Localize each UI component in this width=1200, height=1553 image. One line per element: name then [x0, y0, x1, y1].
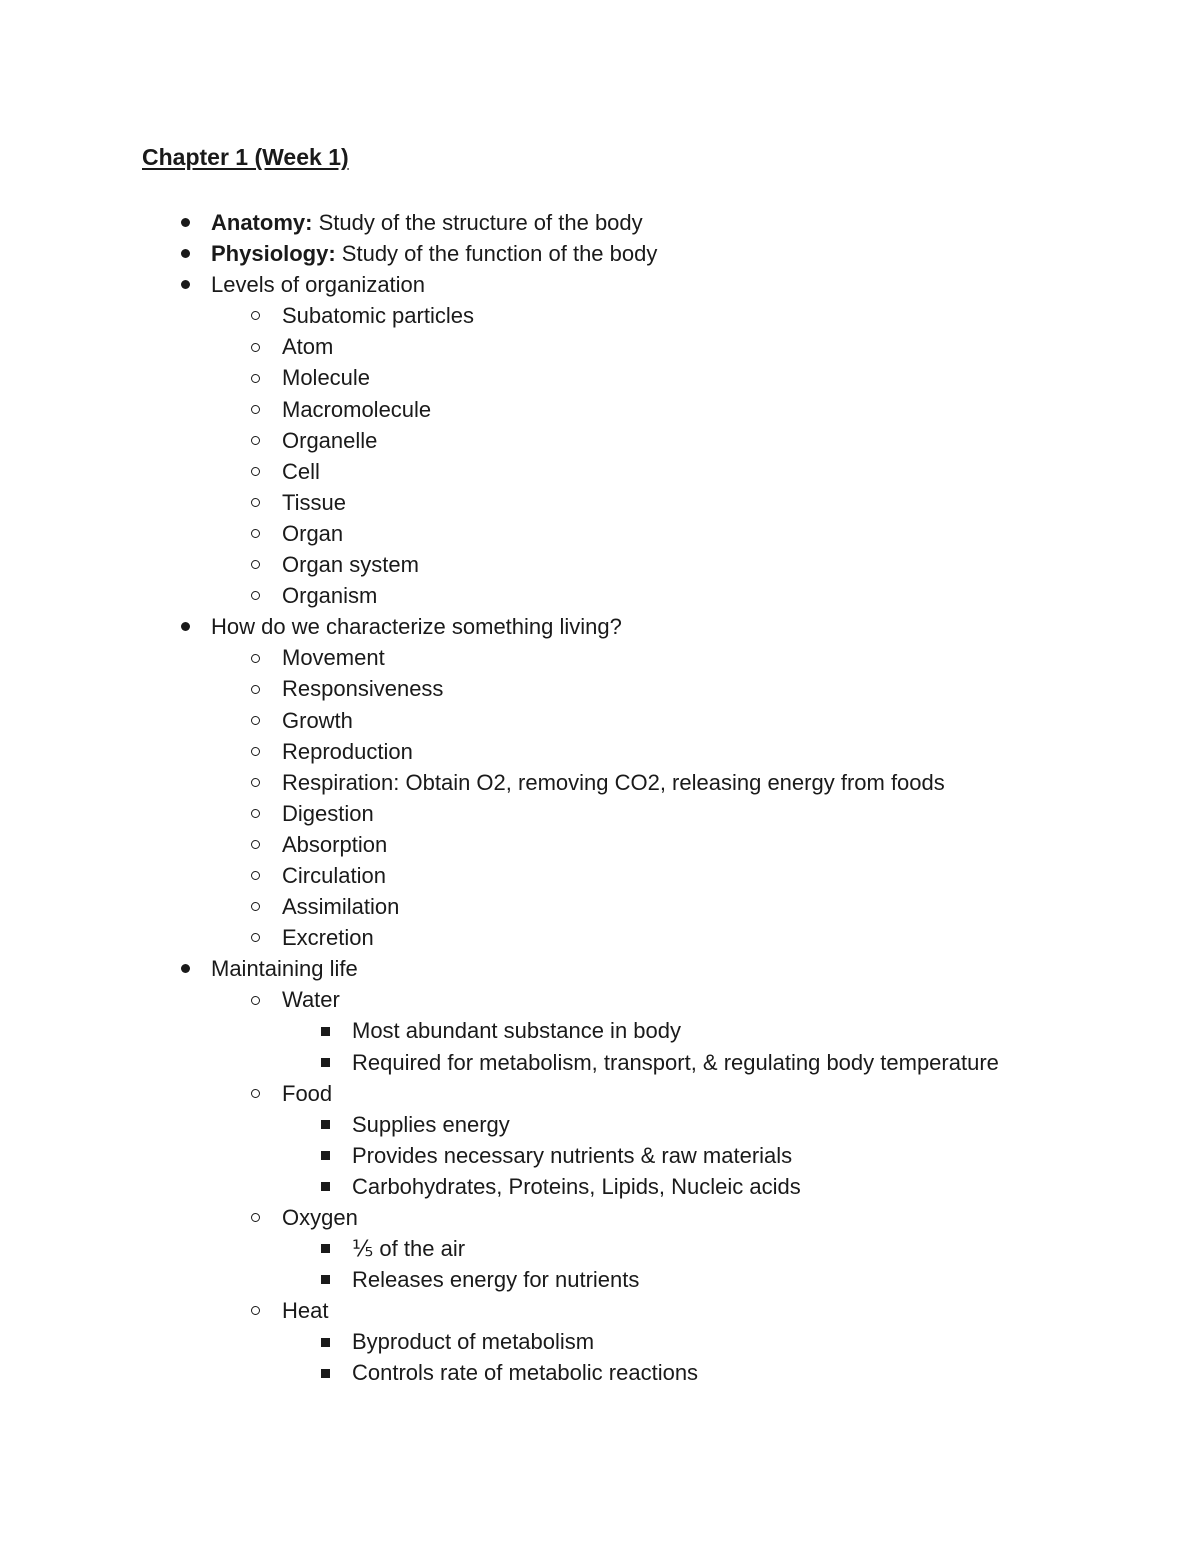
filled-circle-bullet-icon: [175, 953, 195, 984]
list-item-body: Excretion: [282, 925, 374, 951]
list-item-body: Maintaining life: [211, 956, 358, 982]
list-item-body: Study of the function of the body: [335, 241, 658, 267]
filled-square-bullet-icon: [315, 1233, 335, 1264]
list-item-text: [282, 673, 443, 704]
hollow-circle-bullet-icon: [245, 673, 265, 704]
list-item-text: [352, 1015, 681, 1046]
list-item-text: [211, 269, 425, 300]
list-item-text: [282, 425, 377, 456]
hollow-circle-bullet-icon: [245, 300, 265, 331]
list-item-body: Absorption: [282, 831, 388, 857]
list-item-body: ⅕ of the air: [352, 1236, 466, 1262]
list-item-body: Water: [282, 987, 340, 1013]
filled-circle-bullet-icon: [175, 207, 195, 238]
list-item-body: Most abundant substance in body: [352, 1018, 682, 1044]
list-item-body: Atom: [282, 334, 334, 360]
list-item-body: Assimilation: [282, 894, 400, 920]
list-item-text: [282, 394, 431, 425]
list-item-text: [352, 1140, 792, 1171]
list-item-body: Movement: [282, 645, 385, 671]
list-item-body: Carbohydrates, Proteins, Lipids, Nucleic acids: [352, 1173, 801, 1199]
hollow-circle-bullet-icon: [245, 767, 265, 798]
list-item-body: Organism: [282, 583, 378, 609]
list-item-body: Subatomic particles: [282, 303, 474, 329]
filled-square-bullet-icon: [315, 1140, 335, 1171]
page-title: Chapter 1 (Week 1): [142, 144, 349, 170]
list-item-text: [282, 922, 374, 953]
list-item-body: Oxygen: [282, 1205, 358, 1230]
list-item-text: [282, 798, 374, 829]
hollow-circle-bullet-icon: [245, 736, 265, 767]
list-item-text: [282, 984, 340, 1015]
list-item-text: [352, 1109, 510, 1140]
list-item-text: [282, 487, 346, 518]
list-item-term: Physiology:: [211, 241, 336, 267]
filled-square-bullet-icon: [315, 1015, 335, 1046]
list-item-body: Heat: [282, 1298, 329, 1324]
list-item-text: [282, 549, 419, 580]
hollow-circle-bullet-icon: [245, 705, 265, 736]
hollow-circle-bullet-icon: [245, 362, 265, 393]
list-item-text: [282, 580, 377, 611]
list-item-text: [352, 1357, 698, 1388]
list-item-text: [211, 238, 657, 269]
filled-square-bullet-icon: [315, 1326, 335, 1357]
list-item-body: Food: [282, 1080, 333, 1106]
list-item-body: Required for metabolism, transport, & regulating body temperature: [352, 1049, 999, 1075]
filled-square-bullet-icon: [315, 1264, 335, 1295]
hollow-circle-bullet-icon: [245, 518, 265, 549]
list-item-text: [282, 362, 370, 393]
list-item-text: [282, 1202, 358, 1233]
hollow-circle-bullet-icon: [245, 860, 265, 891]
list-item-text: [211, 207, 643, 238]
hollow-circle-bullet-icon: [245, 984, 265, 1015]
list-item-text: [282, 736, 413, 767]
list-item-body: Respiration: Obtain O2, removing CO2, releasing energy from foods: [282, 769, 945, 795]
hollow-circle-bullet-icon: [245, 1295, 265, 1326]
filled-square-bullet-icon: [315, 1109, 335, 1140]
filled-square-bullet-icon: [315, 1047, 335, 1078]
filled-square-bullet-icon: [315, 1171, 335, 1202]
list-item-text: [352, 1171, 801, 1202]
list-item-body: Controls rate of metabolic reactions: [352, 1360, 699, 1386]
hollow-circle-bullet-icon: [245, 549, 265, 580]
list-item-body: Byproduct of metabolism: [352, 1329, 595, 1355]
list-item-body: Releases energy for nutrients: [352, 1267, 640, 1293]
list-item-body: Cell: [282, 458, 320, 484]
filled-circle-bullet-icon: [175, 269, 195, 300]
filled-square-bullet-icon: [315, 1357, 335, 1388]
list-item-body: Molecule: [282, 365, 371, 391]
list-item-text: [352, 1233, 465, 1264]
list-item-term: Anatomy:: [211, 210, 313, 235]
list-item-body: How do we characterize something living?: [211, 614, 622, 640]
hollow-circle-bullet-icon: [245, 331, 265, 362]
list-item-text: [282, 300, 474, 331]
list-item-body: Organ system: [282, 552, 419, 578]
list-item-body: Digestion: [282, 800, 374, 826]
list-item-text: [282, 891, 399, 922]
list-item-text: [211, 953, 358, 984]
filled-circle-bullet-icon: [175, 611, 195, 642]
list-item-text: [352, 1326, 594, 1357]
list-item-text: [352, 1047, 999, 1078]
hollow-circle-bullet-icon: [245, 425, 265, 456]
hollow-circle-bullet-icon: [245, 1078, 265, 1109]
list-item-text: [211, 611, 622, 642]
list-item-body: Reproduction: [282, 738, 413, 764]
list-item-body: Study of the structure of the body: [312, 210, 643, 235]
list-item-body: Growth: [282, 707, 353, 733]
list-item-text: [282, 456, 320, 487]
list-item-text: [282, 1295, 328, 1326]
hollow-circle-bullet-icon: [245, 456, 265, 487]
hollow-circle-bullet-icon: [245, 580, 265, 611]
list-item-text: [282, 767, 945, 798]
list-item-text: [352, 1264, 639, 1295]
list-item-text: [282, 860, 386, 891]
hollow-circle-bullet-icon: [245, 891, 265, 922]
hollow-circle-bullet-icon: [245, 829, 265, 860]
list-item-body: Organ: [282, 520, 344, 546]
filled-circle-bullet-icon: [175, 238, 195, 269]
list-item-text: [282, 829, 387, 860]
list-item-body: Supplies energy: [352, 1111, 510, 1137]
hollow-circle-bullet-icon: [245, 1202, 265, 1233]
list-item-text: [282, 705, 353, 736]
hollow-circle-bullet-icon: [245, 487, 265, 518]
list-item-text: [282, 518, 343, 549]
list-item-body: Levels of organization: [211, 272, 426, 298]
list-item-body: Circulation: [282, 862, 386, 888]
list-item-text: [282, 331, 333, 362]
hollow-circle-bullet-icon: [245, 922, 265, 953]
list-item-body: Tissue: [282, 489, 346, 515]
hollow-circle-bullet-icon: [245, 798, 265, 829]
list-item-body: Macromolecule: [282, 396, 432, 422]
list-item-body: Provides necessary nutrients & raw materials: [352, 1142, 793, 1168]
list-item-body: Organelle: [282, 427, 378, 453]
list-item-text: [282, 1078, 332, 1109]
list-item-body: Responsiveness: [282, 676, 444, 702]
hollow-circle-bullet-icon: [245, 394, 265, 425]
list-item-text: [282, 642, 385, 673]
hollow-circle-bullet-icon: [245, 642, 265, 673]
